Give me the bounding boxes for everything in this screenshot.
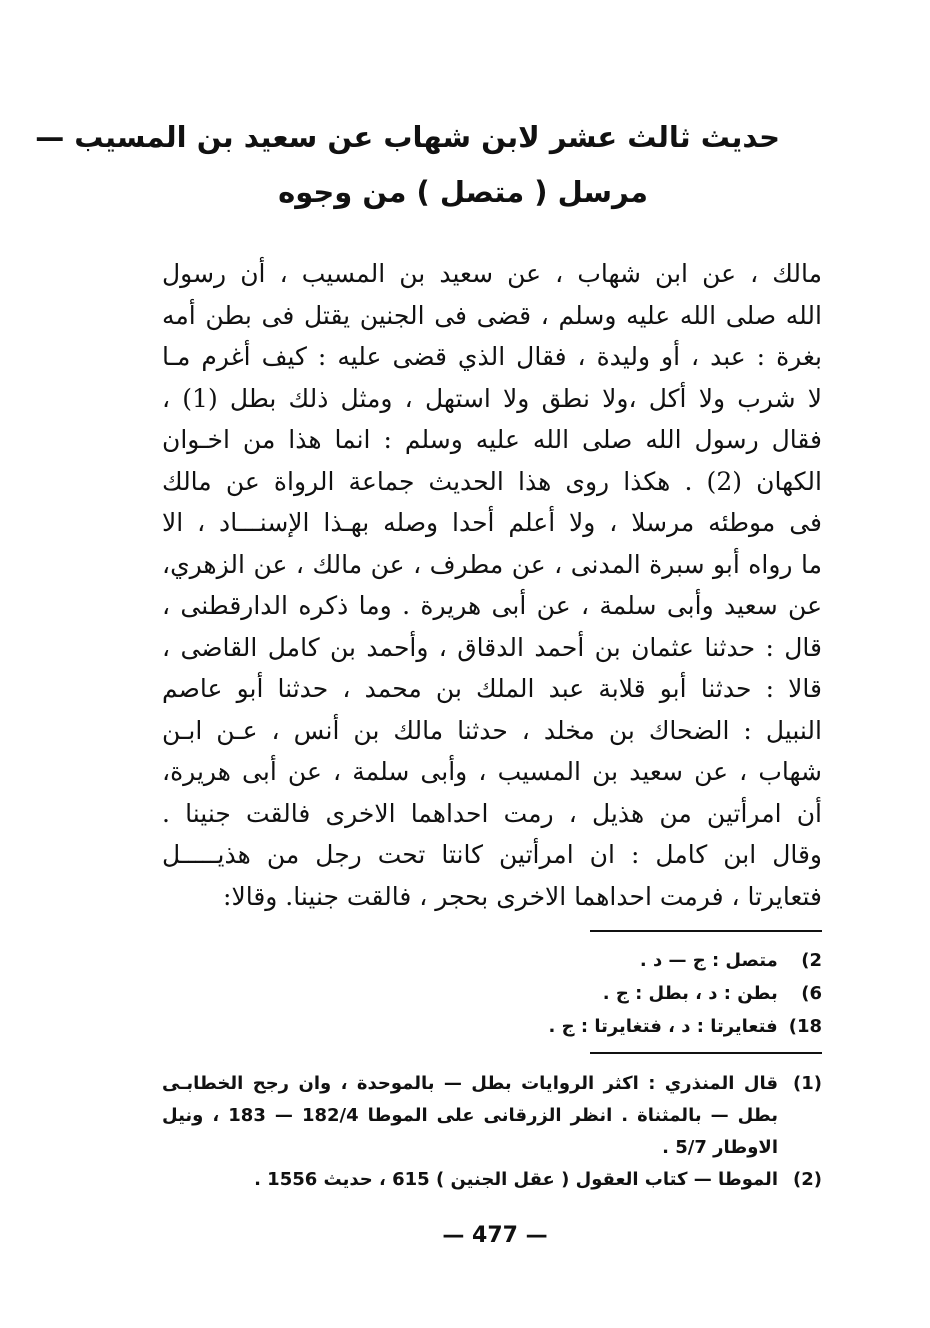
footnote [162,1068,822,1164]
text-line: شهاب ، عن سعيد بن المسيب ، وأبى سلمة ، عن أبى هريرة، [162,757,822,786]
text-line: أن امرأتين من هذيل ، رمت احداهما الاخرى فالقت جنينا . [162,798,822,828]
text-line: الكهان (2) . هكذا روى هذا الحديث جماعة الرواة عن مالك [162,466,822,496]
text-line: ما رواه أبو سبرة المدنى ، عن مطرف ، عن مالك ، عن الزهري، [162,549,822,579]
textual-variants [482,944,822,1043]
variant-item [482,944,822,977]
variant-text: متصل : ج — د . [639,950,778,971]
variants-divider [590,930,822,932]
text-line: قالا : حدثنا أبو قلابة عبد الملك بن محمد ، حدثنا أبو عاصم [162,674,822,703]
heading-line-1: حديث ثالث عشر لابن شهاب عن سعيد بن المسيب — [35,120,780,154]
variant-text: فتعايرتا : د ، فتغايرتا : ج . [548,1016,778,1037]
variant-line-number: 6) [801,983,822,1004]
text-line: النبيل : الضحاك بن مخلد ، حدثنا مالك بن أنس ، عـن ابـن [162,715,822,745]
footnote [162,1164,822,1196]
text-line: مالك ، عن ابن شهاب ، عن سعيد بن المسيب ، أن رسول [162,259,822,288]
text-line: قال : حدثنا عثمان بن أحمد الدقاق ، وأحمد بن كامل القاضى ، [162,632,822,662]
footnote-line: الموطا — كتاب العقول ( عقل الجنين ) 615 ، حديث 1556 . [254,1169,778,1190]
text-line: وقال ابن كامل : ان امرأتين كانتا تحت رجل من هذيـــــل [162,840,822,869]
footnote-text [162,1164,778,1196]
text-line: بغرة : عبد ، أو وليدة ، فقال الذي قضى عليه : كيف أغرم مـا [162,342,822,371]
text-line: فى موطئه مرسلا ، ولا أعلم أحدا وصله بهـذا الإسنـــاد ، الا [162,508,822,537]
page-number: — 477 — [442,1223,548,1248]
footnote-number: (1) [793,1073,822,1094]
variant-item [482,977,822,1010]
text-line: فتعايرتا ، فرمت احداهما الاخرى بحجر ، فالقت جنينا. وقالا: [223,881,822,911]
variant-line-number: 2) [801,950,822,971]
footnote-text [162,1068,778,1164]
variant-text: بطن : د ، بطل : ج . [602,983,778,1004]
variant-item [482,1010,822,1043]
text-line: لا شرب ولا أكل ،ولا نطق ولا استهل ، ومثل ذلك بطل (1) ، [162,383,822,413]
main-text [162,253,822,917]
heading-line-2: مرسل ( متصل ) من وجوه [278,175,648,209]
text-line: الله صلى الله عليه وسلم ، قضى فى الجنين يقتل فى بطن أمه [162,300,822,330]
footnotes [162,1068,822,1196]
footnote-line: قال المنذري : اكثر الروايات بطل — بالموحدة ، وان رجح الخطابـى [162,1073,778,1094]
variant-line-number: 18) [788,1016,822,1037]
text-line: عن سعيد وأبى سلمة ، عن أبى هريرة . وما ذكره الدارقطنى ، [162,591,822,620]
footnote-line: بطل — بالمثناة . انظر الزرقانى على الموطا 182/4 — 183 ، ونيل [162,1105,779,1126]
footnotes-divider [590,1052,822,1054]
footnote-number: (2) [793,1169,822,1190]
text-line: فقال رسول الله صلى الله عليه وسلم : انما هذا من اخـوان [162,425,822,454]
footnote-line: الاوطار 5/7 . [662,1137,778,1158]
